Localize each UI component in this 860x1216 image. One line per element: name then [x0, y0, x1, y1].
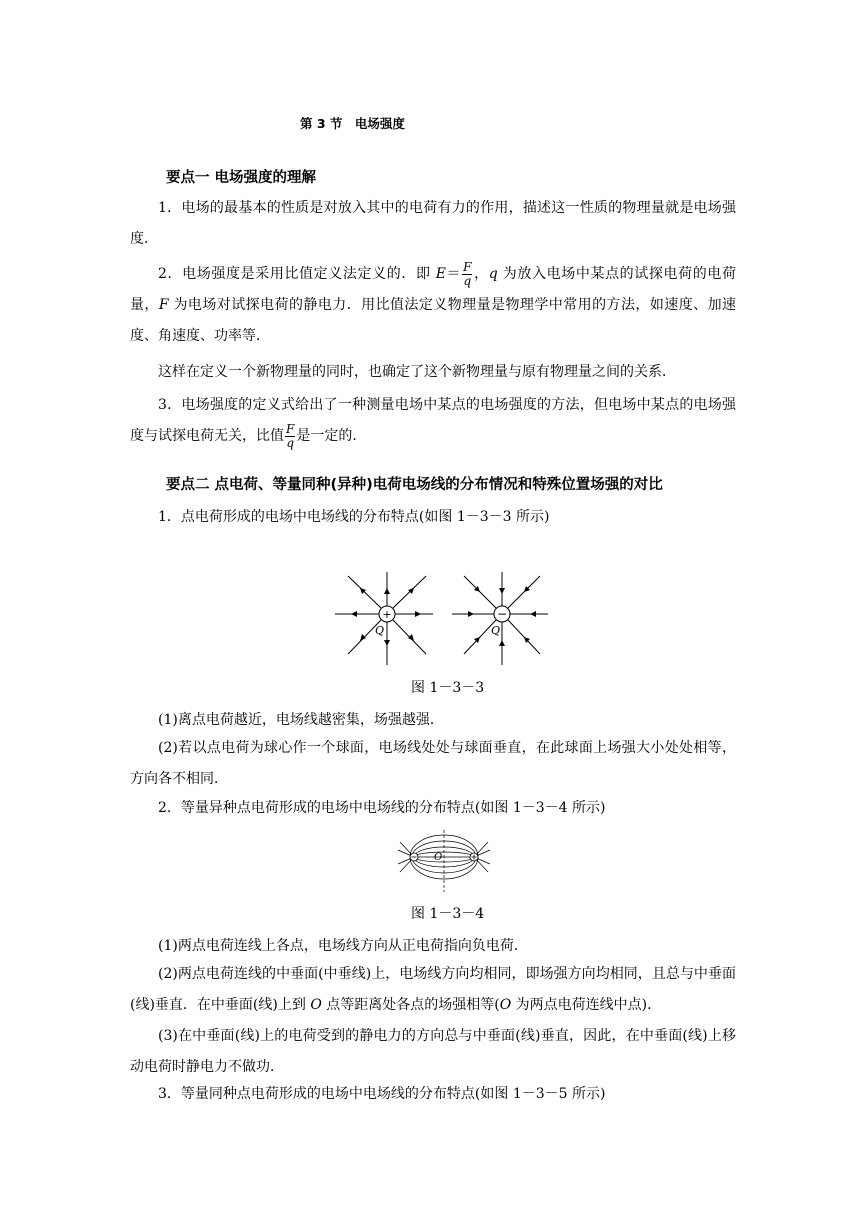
paragraph-2: 2．电场强度是采用比值定义法定义的．即 E＝ $\frac{F}{q}$ ，q 为放入电场中某点的试探电荷的电荷量，F 为电场对试探电荷的静电力．用比值法定义物理量是物理学中常用的方法，如速度、加速度、角速度、功率等． [130, 259, 736, 344]
paragraph-4: 3．电场强度的定义式给出了一种测量电场中某点的电场强度的方法，但电场中某点的电场强度与试探电荷无关，比值 $\frac{F}{q}$ 是一定的． [130, 397, 736, 450]
heading-key-point-2: 要点二 点电荷、等量同种(异种)电荷电场线的分布情况和特殊位置场强的对比 [166, 477, 663, 493]
center-label-o: O [434, 852, 443, 863]
item-2-3: (3)在中垂面(线)上的电荷受到的静电力的方向总与中垂面(线)垂直，因此，在中垂面(线)上移动电荷时静电力不做功． [130, 1028, 736, 1075]
charge-label-q: Q [375, 624, 385, 637]
fraction-f-over-q: $\frac{F}{q}$ [463, 259, 472, 288]
positive-charge-field [335, 572, 433, 665]
fraction-f-over-q-2: $\frac{F}{q}$ [286, 421, 295, 450]
item-2: 2．等量异种点电荷形成的电场中电场线的分布特点(如图 1－3－4 所示) [158, 800, 606, 816]
figure-caption-1-3-3: 图 1－3－3 [411, 680, 485, 696]
item-1-1: (1)离点电荷越近，电场线越密集，场强越强． [158, 712, 444, 728]
item-2-2: (2)两点电荷连线的中垂面(中垂线)上，电场线方向均相同，即场强方向均相同，且总与中垂面(线)垂直．在中垂面(线)上到 O 点等距离处各点的场强相等(O 为两点电荷连线中点)． [130, 966, 736, 1013]
figure-caption-1-3-4: 图 1－3－4 [411, 906, 485, 922]
heading-key-point-1: 要点一 电场强度的理解 [166, 170, 317, 186]
charge-label-q-negative: Q [491, 624, 501, 637]
figure-point-charges [330, 570, 550, 670]
item-3: 3．等量同种点电荷形成的电场中电场线的分布特点(如图 1－3－5 所示) [158, 1086, 606, 1102]
item-1: 1．点电荷形成的电场中电场线的分布特点(如图 1－3－3 所示) [158, 509, 550, 525]
negative-sign: − [496, 607, 508, 621]
negative-charge-field [452, 572, 548, 665]
section-title: 第 3 节 电场强度 [300, 116, 405, 131]
positive-sign: + [382, 608, 392, 621]
figure-opposite-charges [396, 830, 496, 892]
item-2-1: (1)两点电荷连线上各点，电场线方向从正电荷指向负电荷． [158, 938, 528, 954]
item-1-2: (2)若以点电荷为球心作一个球面，电场线处处与球面垂直，在此球面上场强大小处处相等，方向各不相同． [130, 740, 736, 787]
paragraph-3: 这样在定义一个新物理量的同时，也确定了这个新物理量与原有物理量之间的关系． [158, 364, 676, 380]
paragraph-1: 1．电场的最基本的性质是对放入其中的电荷有力的作用，描述这一性质的物理量就是电场强度． [130, 200, 736, 247]
